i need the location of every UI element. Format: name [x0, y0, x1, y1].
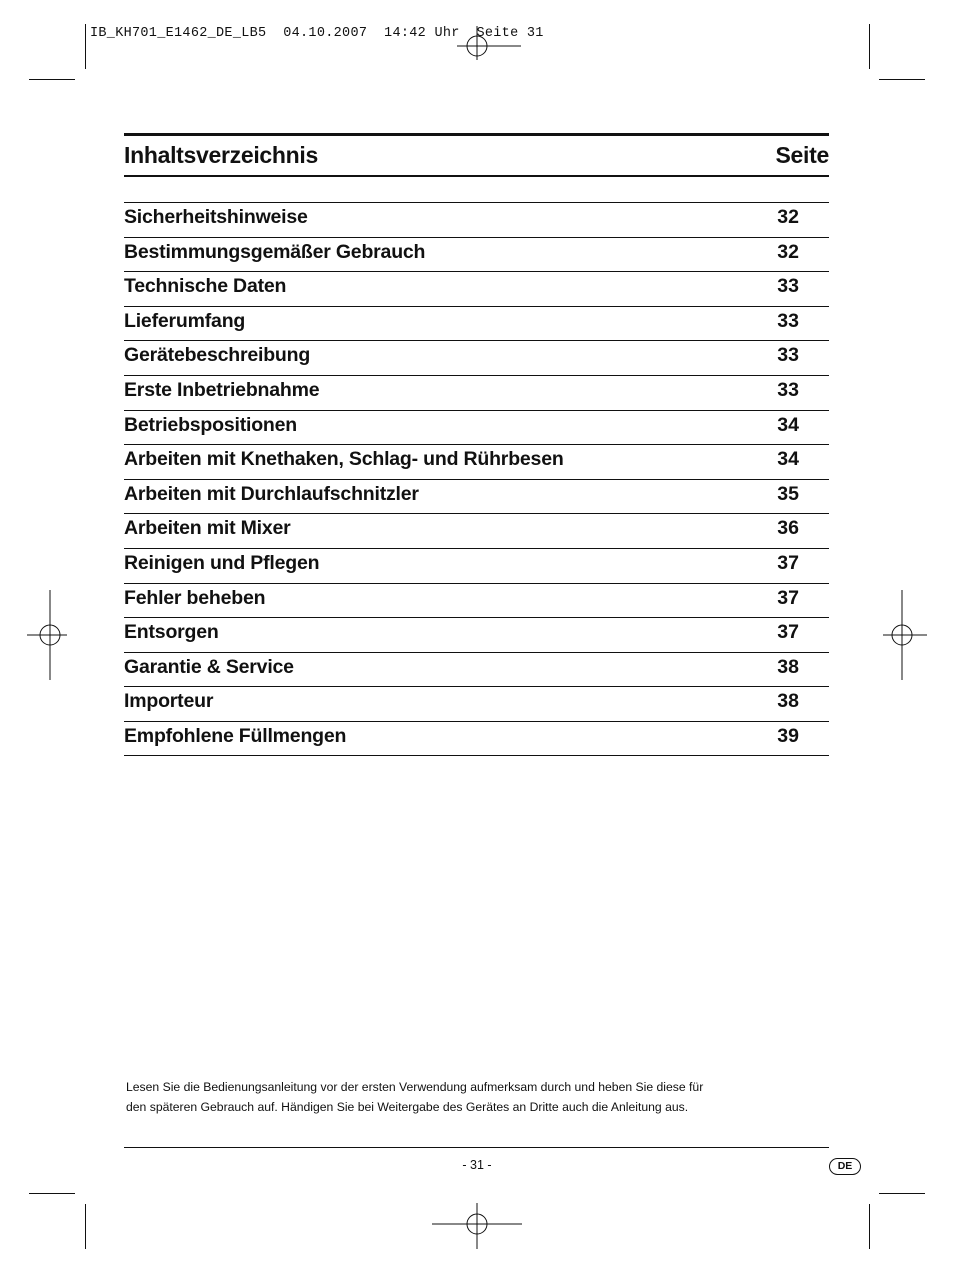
registration-mark-bottom-icon: [432, 1203, 522, 1249]
toc-entry-title: Arbeiten mit Knethaken, Schlag- und Rührbesen: [124, 448, 564, 471]
reading-notice-line: Lesen Sie die Bedienungsanleitung vor der ersten Verwendung aufmerksam durch und heben Sie diese für: [126, 1080, 704, 1094]
crop-mark: [85, 24, 86, 69]
registration-mark-left-icon: [27, 590, 67, 680]
registration-mark-top-icon: [457, 26, 521, 60]
page-number: - 31 -: [462, 1158, 492, 1172]
toc-entry-title: Arbeiten mit Durchlaufschnitzler: [124, 482, 419, 505]
toc-entry[interactable]: [124, 548, 829, 583]
toc-entry-title: Fehler beheben: [124, 586, 266, 609]
toc-entry-page: 33: [777, 344, 799, 367]
toc-entry[interactable]: [124, 375, 829, 410]
toc-header: [124, 133, 829, 177]
toc-entry[interactable]: [124, 686, 829, 721]
footer-rule: [124, 1147, 829, 1148]
reading-notice: [126, 1077, 766, 1117]
toc-entry-title: Garantie & Service: [124, 655, 294, 678]
toc-entry-page: 36: [777, 517, 799, 540]
crop-mark: [29, 79, 75, 80]
toc-entry-page: 37: [777, 621, 799, 644]
crop-mark: [879, 1193, 925, 1194]
toc-entry-title: Lieferumfang: [124, 309, 246, 332]
toc-entry[interactable]: [124, 306, 829, 341]
toc-entry[interactable]: [124, 583, 829, 618]
toc-entry[interactable]: [124, 202, 829, 237]
toc-entry-page: 38: [777, 655, 799, 678]
toc-entry[interactable]: [124, 721, 829, 756]
toc-entry-page: 33: [777, 275, 799, 298]
toc-entry-page: 38: [777, 690, 799, 713]
toc-page-column-label: Seite: [775, 142, 829, 168]
toc-entry-page: 37: [777, 551, 799, 574]
toc-entry[interactable]: [124, 237, 829, 272]
language-badge: DE: [829, 1158, 861, 1175]
toc-entry-title: Reinigen und Pflegen: [124, 551, 320, 574]
toc-entry[interactable]: [124, 444, 829, 479]
toc-list: [124, 202, 829, 756]
toc-entry-page: 39: [777, 724, 799, 747]
toc-entry[interactable]: [124, 617, 829, 652]
toc-entry-page: 35: [777, 482, 799, 505]
toc-entry-page: 34: [777, 448, 799, 471]
reading-notice-line: den späteren Gebrauch auf. Händigen Sie bei Weitergabe des Gerätes an Dritte auch die Anleitung aus.: [126, 1100, 689, 1114]
toc-entry-title: Gerätebeschreibung: [124, 344, 311, 367]
toc-entry[interactable]: [124, 479, 829, 514]
toc-title: Inhaltsverzeichnis: [124, 142, 319, 168]
toc-entry-title: Arbeiten mit Mixer: [124, 517, 291, 540]
toc-entry-page: 33: [777, 309, 799, 332]
registration-mark-right-icon: [883, 590, 927, 680]
toc-entry-title: Entsorgen: [124, 621, 219, 644]
toc-entry[interactable]: [124, 513, 829, 548]
toc-entry-page: 32: [777, 206, 799, 228]
toc-entry-title: Sicherheitshinweise: [124, 206, 308, 228]
toc-entry-title: Bestimmungsgemäßer Gebrauch: [124, 240, 426, 263]
toc-entry[interactable]: [124, 410, 829, 445]
crop-mark: [29, 1193, 75, 1194]
crop-mark: [879, 79, 925, 80]
toc-entry[interactable]: [124, 340, 829, 375]
print-slug: IB_KH701_E1462_DE_LB5 04.10.2007 14:42 Uhr Seite 31: [90, 26, 544, 41]
crop-mark: [869, 24, 870, 69]
toc-entry[interactable]: [124, 271, 829, 306]
toc-entry-title: Erste Inbetriebnahme: [124, 378, 320, 401]
toc-entry-page: 37: [777, 586, 799, 609]
crop-mark: [85, 1204, 86, 1249]
crop-mark: [869, 1204, 870, 1249]
toc-entry-title: Importeur: [124, 690, 214, 713]
toc-entry-page: 33: [777, 378, 799, 401]
toc-entry-title: Empfohlene Füllmengen: [124, 724, 347, 747]
toc-entry-page: 34: [777, 413, 799, 436]
toc-entry-title: Technische Daten: [124, 275, 287, 298]
toc-entry[interactable]: [124, 652, 829, 687]
toc-entry-title: Betriebspositionen: [124, 413, 298, 436]
toc-entry-page: 32: [777, 240, 799, 263]
